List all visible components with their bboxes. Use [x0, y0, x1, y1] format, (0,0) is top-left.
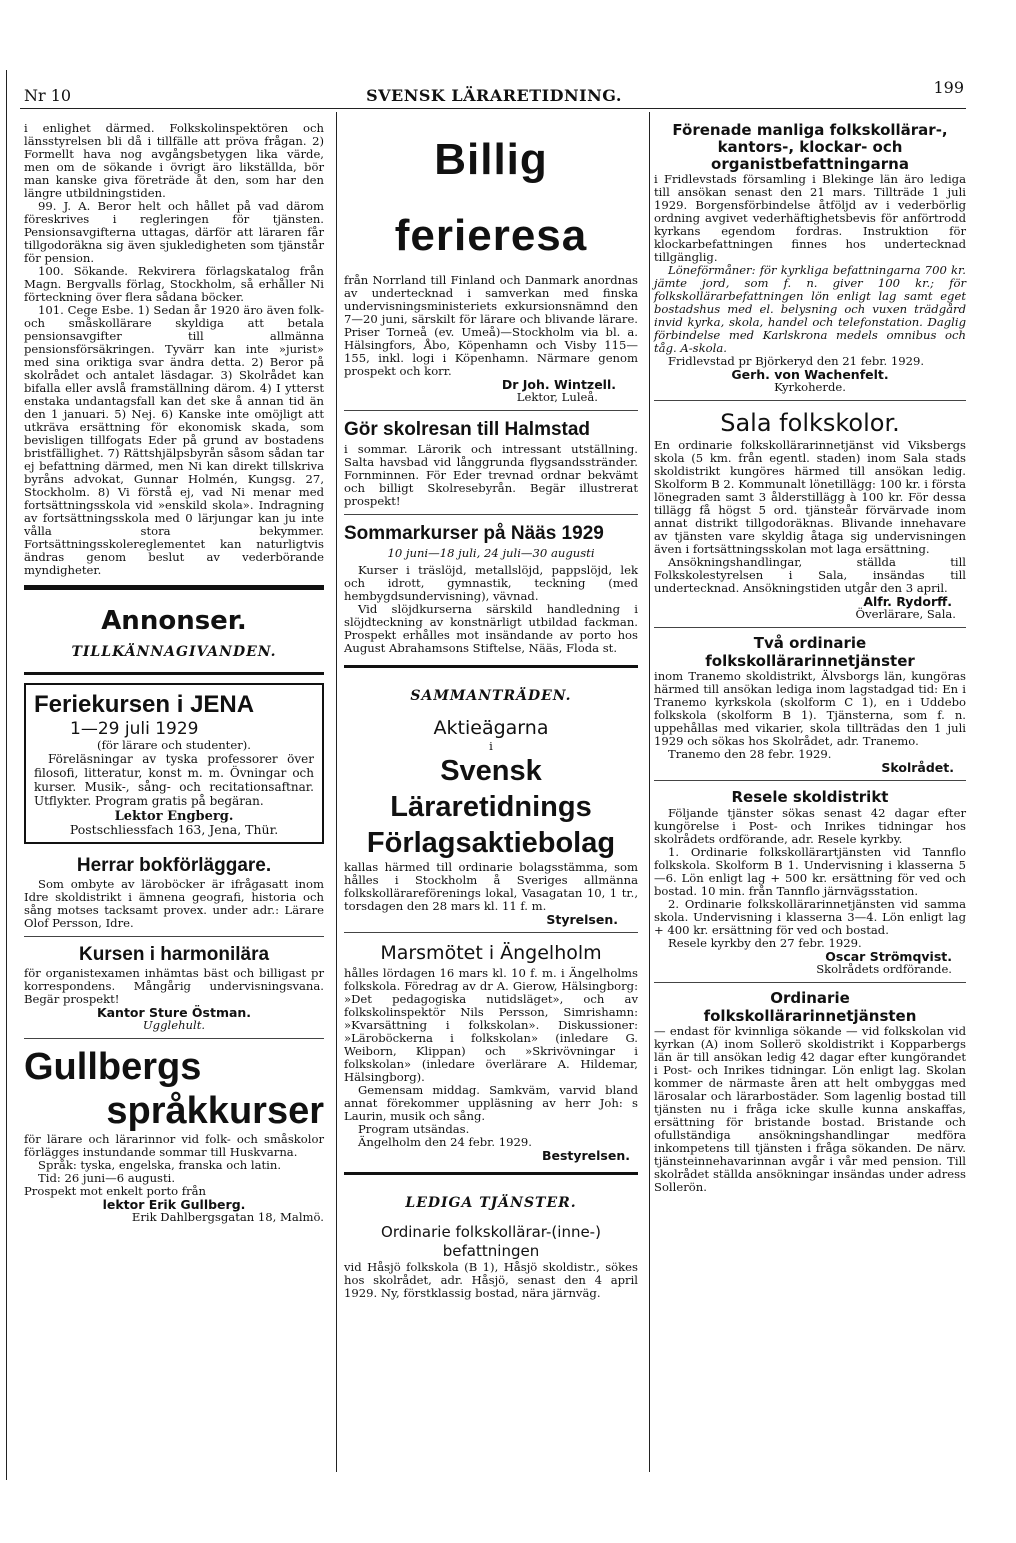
gullberg-signature: lektor Erik Gullberg. — [102, 1197, 246, 1212]
forenade-signature: Gerh. von Wachenfelt. — [731, 367, 889, 382]
annonser-heading: Annonser. — [101, 606, 247, 636]
gullberg-prospect: Prospekt mot enkelt porto från — [24, 1184, 206, 1198]
resele-text-3: 2. Ordinarie folkskollärarinnetjänsten vid samma skola. Undervisning i klasserna 3—4. Lön enligt lag + 400 kr. ersättning för ved och bostad. — [654, 897, 966, 937]
lediga-tjanster-heading: LEDIGA TJÄNSTER. — [405, 1195, 577, 1211]
billig-signature: Dr Joh. Wintzell. — [501, 377, 616, 392]
resele-text-4: Resele kyrkby den 27 febr. 1929. — [668, 936, 862, 950]
separator — [654, 780, 966, 781]
column-3 — [654, 122, 966, 1194]
jena-date: 1—29 juli 1929 — [70, 719, 199, 739]
sala-signature: Alfr. Rydorff. — [863, 594, 952, 609]
marsmotet-signature: Bestyrelsen. — [541, 1148, 630, 1163]
resele-text-1: Följande tjänster sökas senast 42 dagar efter kungörelse i Post- och Inrikes tidningar hos skolrådets ordförande, adr. Resele kyrkby. — [654, 806, 966, 846]
billig-ferieresa-title: Billig ferieresa — [394, 135, 588, 260]
separator — [24, 1038, 324, 1039]
herrar-title: Herrar bokförläggare. — [76, 855, 272, 876]
separator — [654, 400, 966, 401]
gullberg-title-1: Gullbergs — [24, 1046, 202, 1088]
answer-100: 100. Sökande. Rekvirera förlagskatalog från Magn. Bergvalls förlag, Stockholm, så erhåller Ni förteckning över flera sådana böcker. — [24, 264, 324, 304]
forenade-title: Förenade manliga folkskollärar-, kantors-, klockar- och organistbefattningarna — [672, 121, 948, 173]
marsmotet-text-2: Gemensam middag. Samkväm, varvid bland annat förekommer uppläsning av herr Joh: s Laurin, musik och sång. — [344, 1083, 638, 1123]
sala-text-2: Ansökningshandlingar, ställda till Folkskolestyrelsen i Sala, insändas till undertecknad. Ansökningstiden utgår den 3 april. — [654, 555, 966, 595]
forenade-signature-title: Kyrkoherde. — [774, 380, 846, 394]
naas-title: Sommarkurser på Nääs 1929 — [344, 523, 604, 544]
sala-title: Sala folkskolor. — [720, 409, 900, 437]
sala-signature-title: Överlärare, Sala. — [855, 607, 956, 621]
tillkannagivanden-heading: TILLKÄNNAGIVANDEN. — [71, 644, 277, 660]
resele-text-2: 1. Ordinarie folkskollärartjänsten vid Tannflo folkskola. Skolform B 1. Undervisning i klasserna 5—6. Lön enligt lag + 500 kr. ersättning för ved och bostad. 10 min. från Tannflo järnvägsstation. — [654, 845, 966, 898]
jena-subtitle: (för lärare och studenter). — [97, 738, 251, 752]
sammantraden-heading: SAMMANTRÄDEN. — [410, 688, 572, 704]
jena-title: Feriekursen i JENA — [34, 691, 255, 718]
separator — [344, 410, 638, 411]
forenade-text-3: Fridlevstad pr Björkeryd den 21 febr. 1929. — [668, 354, 925, 368]
aktieagarna-i: i — [489, 739, 493, 753]
harmoni-signature: Kantor Sture Östman. — [96, 1005, 252, 1020]
marsmotet-title: Marsmötet i Ängelholm — [380, 942, 602, 964]
halmstad-text: i sommar. Lärorik och intressant utställning. Salta havsbad vid långgrunda flygsandsstränder. Fornminnen. För Eder trevnad ordnar bekvämt och billigt Skolresebyrån. Begär illustrerat prospekt! — [344, 442, 638, 508]
ordinarie-befattningen-title: Ordinarie folkskollärar-(inne-) befattningen — [381, 1223, 601, 1260]
naas-text-2: Vid slöjdkurserna särskild handledning i slöjdteckning av konstnärligt utbildad fackman. Prospekt erhålles mot insändande av porto hos August Abrahamsons Stiftelse, Nääs, Floda st. — [344, 602, 638, 655]
tva-ordinarie-text-1: inom Tranemo skoldistrikt, Älvsborgs län, kungöras härmed till ansökan lediga inom lagstadgad tid: En i Tranemo kyrkskola (skolform C 1), en i Uddebo folkskola (skolform B 1). Tjänsterna, som f. n. uppehållas med vikarier, skola tillträdas den 1 juli 1929 och sökas hos Skolrådet, adr. Tranemo. — [654, 669, 966, 748]
marsmotet-text-1: hålles lördagen 16 mars kl. 10 f. m. i Ängelholms folkskola. Föredrag av dr A. Gierow, Hälsingborg: »Det pedagogiska nutidsläget», och av folkskolinspektör Nils Persson, Simrishamn: »Kvarsättning i folkskolan». Diskussioner: »Läroböckerna i folkskolan» (inledare G. Weiborn, Klippan) och »Skrivövningar i folkskolan» (inledare överlärare A. Hildemar, Hälsingborg). — [344, 966, 638, 1084]
column-divider-2 — [649, 112, 650, 1472]
issue-number: Nr 10 — [24, 86, 72, 105]
section-rule — [24, 672, 324, 675]
column-divider-1 — [336, 112, 337, 1472]
jena-advertisement — [24, 683, 324, 844]
gullberg-languages: Språk: tyska, engelska, franska och latin. — [38, 1158, 282, 1172]
separator — [344, 514, 638, 515]
forenade-text-1: i Fridlevstads församling i Blekinge län äro lediga till ansökan senast den 21 mars. Tillträde 1 juli 1929. Borgensförbindelse åtföljd av i vederbörlig ordning avgivet vederhäftighetsbevis för anförtrodd kyrkans egendom fordras. Instruktion för klockarbefattningen finnes hos undertecknad tillgänglig. — [654, 172, 966, 264]
separator — [344, 932, 638, 933]
harmoni-text: för organistexamen inhämtas bäst och billigast pr korrespondens. Mångårig undervisningsvana. Begär prospekt! — [24, 966, 324, 1006]
answer-99: 99. J. A. Beror helt och hållet på vad därom föreskrives i regleringen för tjänsten. Pensionsavgifterna uttagas, därför att läraren får tillgodoräkna sig även sjukledigheten som tjänstår för pension. — [24, 199, 324, 265]
marsmotet-text-4: Ängelholm den 24 febr. 1929. — [358, 1135, 532, 1149]
marsmotet-text-3: Program utsändas. — [358, 1122, 470, 1136]
jena-signature: Lektor Engberg. — [114, 809, 234, 824]
answer-101: 101. Cege Esbe. 1) Sedan år 1920 äro även folk- och småskollärare skyldiga att betala pensionsavgifter till allmänna pensionsförsäkringen. Tyvärr kan inte »jurist» med sina oriktiga svar ändra detta. 2) Beror på skolrådet och antalet läsdagar. 3) Skolrådet kan bifalla eller avslå framställning därom. 4) I ytterst enstaka undantagsfall kan det ske å annan tid än den 1 januari. 5) Nej. 6) Kanske inte omöjligt att utkräva ersättning för ekonomisk skada, som bevisligen tillfogats Eder på grund av bostadens bristfällighet. 7) Rättshjälpsbyrån såsom sådan tar ej befattning därmed, men Ni kan direkt tillskriva byråns advokat, Gunnar Holmén, Kungsg. 27, Stockholm. 8) Vi förstå ej, vad Ni menar med fortsättningsskola vid »enskild skola». Indragning av fortsättningsskola med 0 lärjungar kan ju inte vålla stora bekymmer. Fortsättningsskolereglementet kan naturligtvis ändras genom beslut av vederbörande myndigheter. — [24, 303, 324, 577]
billig-text: från Norrland till Finland och Danmark anordnas av undertecknad i samverkan med finska undervisningsministeriets exkursionsnämnd den 7—20 juni, särskilt för lärare och blivande lärare. Priser Torneå (ev. Umeå)—Stockholm via bl. a. Hälsingfors, Åbo, Köpenhamn och Visby 115—155, inkl. logi i Köpenhamn. Närmare genom prospekt och korr. — [344, 273, 638, 378]
page-number: 199 — [933, 78, 964, 97]
separator — [654, 627, 966, 628]
naas-text-1: Kurser i träslöjd, metallslöjd, pappslöjd, lek och idrott, gymnastik, teckning (med hembygdsundervisning), vävnad. — [344, 563, 638, 603]
separator — [24, 936, 324, 937]
jena-address: Postschliessfach 163, Jena, Thür. — [69, 822, 279, 837]
page-header — [24, 78, 964, 106]
aktieagarna-title: Aktieägarna — [433, 717, 549, 739]
billig-signature-title: Lektor, Luleå. — [516, 390, 598, 404]
resele-title: Resele skoldistrikt — [731, 788, 889, 806]
aktieagarna-signature: Styrelsen. — [546, 912, 618, 927]
ordinarie-larinnetjansten-title: Ordinarie folkskollärarinnetjänsten — [703, 989, 917, 1025]
gullberg-title-2: språkkurser — [106, 1090, 324, 1132]
svensk-lararetidnings-title: Svensk Läraretidnings — [390, 755, 592, 823]
column-2 — [344, 122, 638, 1300]
gullberg-text: för lärare och lärarinnor vid folk- och småskolor förlägges instundande sommar till Huskvarna. — [24, 1132, 324, 1159]
gullberg-address: Erik Dahlbergsgatan 18, Malmö. — [131, 1210, 324, 1224]
section-rule — [344, 665, 638, 668]
ordinarie-befattningen-text: vid Håsjö folkskola (B 1), Håsjö skoldistr., sökes hos skolrådet, adr. Håsjö, senast den 4 april 1929. Ny, förstklassig bostad, nära järnväg. — [344, 1260, 638, 1300]
tva-ordinarie-text-2: Tranemo den 28 febr. 1929. — [668, 747, 832, 761]
harmoni-place: Ugglehult. — [142, 1018, 206, 1032]
left-border — [6, 70, 7, 1480]
section-rule — [344, 1172, 638, 1175]
ordinarie-larinnetjansten-text: — endast för kvinnliga sökande — vid folkskolan vid kyrkan (A) inom Sollerö skoldistrikt i Kopparbergs län är till ansökan ledig 42 dagar efter kungörandet i Post- och Inrikes tidningar. Lön enligt lag. Skolan kommer de närmaste åren att helt ombyggas med lärosalar och lärarbostäder. Som lagenlig bostad till tjänsten nu i fråga icke skulle kunna anskaffas, ersättning för bristande bostad. Bristande och ofullständiga ansökningshandlingar medföra inkompetens till tjänsten i fråga sökanden. De närv. tjänsteinnehavarinnan avgår i vår med pension. Till skolrådet ställda ansökningar insändas under adress Sollerön. — [654, 1024, 966, 1194]
forenade-text-2: Löneförmåner: för kyrkliga befattningarna 700 kr. jämte jord, som f. n. giver 100 kr.; för folkskollärarbefattningen lön enligt lag samt eget bostadshus med el. belysning och vuxen trädgård invid kyrka, skola, handel och telefonstation. Daglig förbindelse med Karlskrona medels omnibus och tåg. A-skola. — [654, 263, 966, 355]
section-rule — [24, 585, 324, 590]
resele-signature-title: Skolrådets ordförande. — [816, 962, 952, 976]
separator — [654, 982, 966, 983]
column-1 — [24, 122, 324, 1224]
header-rule — [20, 108, 966, 109]
jena-text: Föreläsningar av tyska professorer över filosofi, litteratur, konst m. m. Övningar och kurser. Musik-, sång- och recitationsaftnar. Utflykter. Program gratis på begäran. — [34, 752, 314, 808]
tva-ordinarie-title: Två ordinarie folkskollärarinnetjänster — [705, 634, 915, 670]
resele-signature: Oscar Strömqvist. — [825, 949, 952, 964]
tva-ordinarie-signature: Skolrådet. — [881, 760, 954, 775]
gullberg-time: Tid: 26 juni—6 augusti. — [38, 1171, 176, 1185]
answer-text: i enlighet därmed. Folkskolinspektören och länsstyrelsen bli då i tillfälle att pröva frågan. 2) Formellt hava nog avgångsbetygen lika värde, men om de sökande i övrigt äro likställda, bör man kanske giva företräde åt den, som har den längre utbildningstiden. — [24, 121, 324, 200]
halmstad-title: Gör skolresan till Halmstad — [344, 419, 591, 440]
sala-text-1: En ordinarie folkskollärarinnetjänst vid Viksbergs skola (5 km. från egentl. staden) inom Sala stads skoldistrikt kungöres härmed till ansökan ledig. Skolform B 2. Kommunalt lönetillägg: 100 kr. i första lönegraden samt 3 ålderstillägg à 100 kr. För dessa tillägg få högst 5 ord. tjänsteår förvärvade inom annat distrikt tillgodoräknas. Blivande innehavare av tjänsten vare skyldig åtaga sig undervisningen även i fortsättningsskolan mot laga ersättning. — [654, 438, 966, 556]
harmoni-title: Kursen i harmonilära — [78, 944, 270, 965]
aktieagarna-text: kallas härmed till ordinarie bolagsstämma, som hålles i Stockholm å Sveriges allmänna folkskollärareförenings lokal, Vasagatan 10, 1 tr., torsdagen den 28 mars kl. 11 f. m. — [344, 860, 638, 913]
publication-title: SVENSK LÄRARETIDNING. — [366, 86, 622, 105]
forlagsaktiebolag-title: Förlagsaktiebolag — [366, 827, 616, 859]
naas-dates: 10 juni—18 juli, 24 juli—30 augusti — [387, 546, 595, 560]
herrar-text: Som ombyte av läroböcker är ifrågasatt inom Idre skoldistrikt i ämnena geografi, historia och sång motses tacksamt provex. under adr.: Lärare Olof Persson, Idre. — [24, 877, 324, 930]
